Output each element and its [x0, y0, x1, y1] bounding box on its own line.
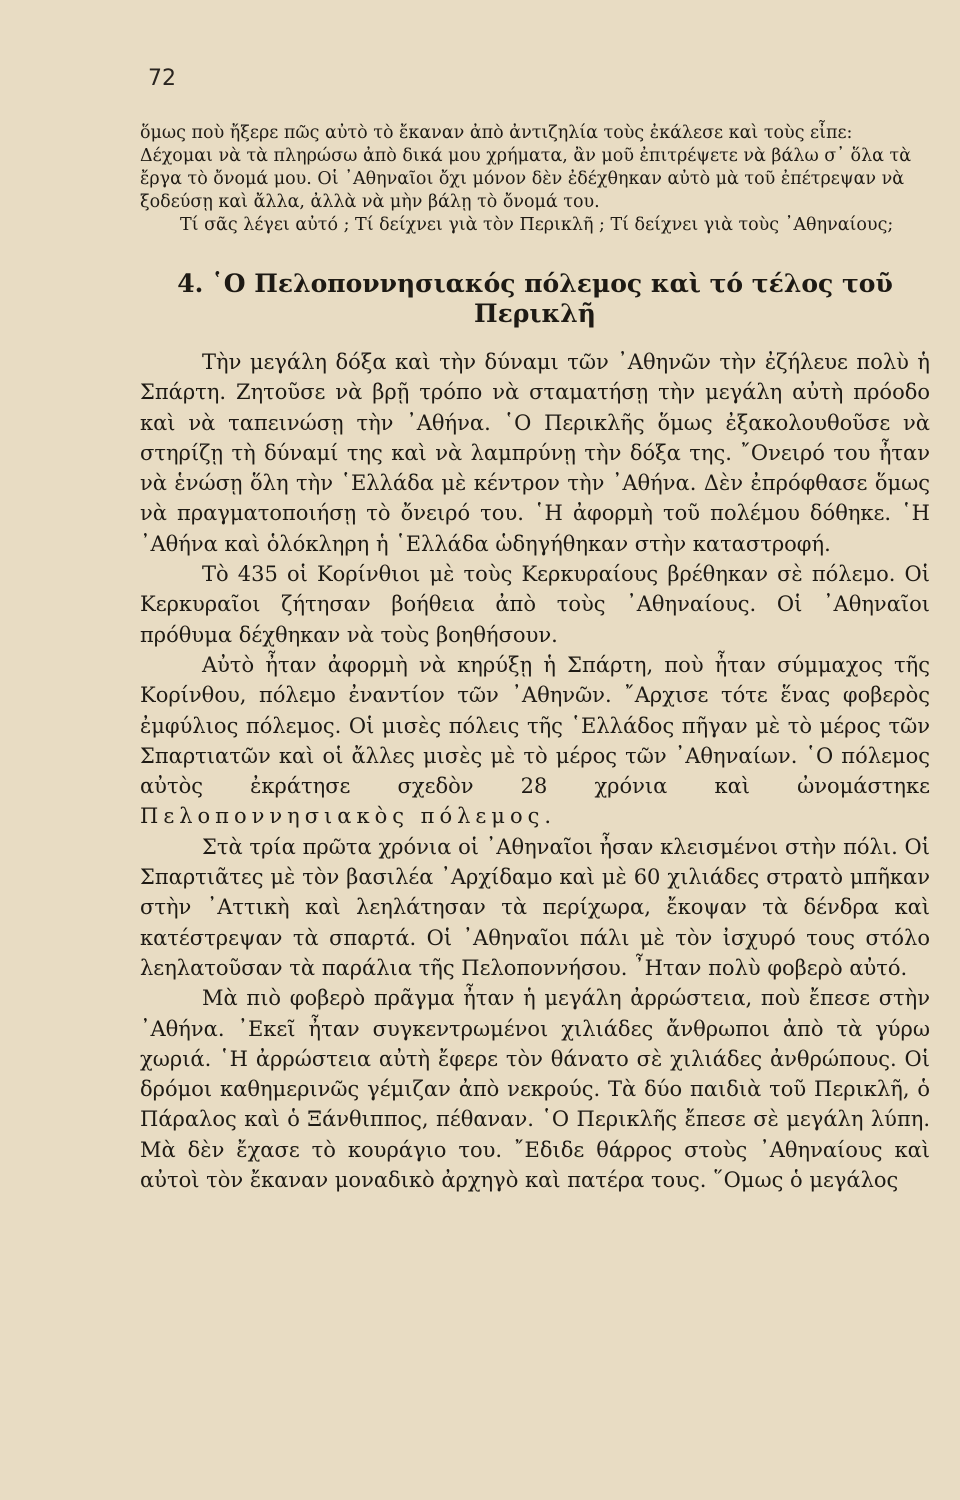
section-body: [140, 347, 930, 1195]
body-paragraph: Τὸ 435 οἱ Κορίνθιοι μὲ τοὺς Κερκυραίους βρέθηκαν σὲ πόλεμο. Οἱ Κερκυραῖοι ζήτησαν βοήθεια ἀπὸ τοὺς ᾿Αθηναίους. Οἱ ᾿Αθηναῖοι πρόθυμα δέχθηκαν νὰ τοὺς βοηθήσουν.: [140, 562, 930, 647]
intro-text: [140, 122, 930, 237]
page-number: 72: [148, 66, 176, 91]
body-paragraph: Τὴν μεγάλη δόξα καὶ τὴν δύναμι τῶν ᾿Αθηνῶν τὴν ἐζήλευε πολὺ ἡ Σπάρτη. Ζητοῦσε νὰ βρῇ τρόπο νὰ σταματήσῃ τὴν μεγάλη αὐτὴ πρόοδο καὶ νὰ ταπεινώσῃ τὴν ᾿Αθήνα. ῾Ο Περικλῆς ὅμως ἐξακολουθοῦσε νὰ στηρίζῃ τὴ δύναμί της καὶ νὰ λαμπρύνῃ τὴν δόξα της. ῎Ονειρό του ἦταν νὰ ἑνώσῃ ὅλη τὴν ῾Ελλάδα μὲ κέντρον τὴν ᾿Αθήνα. Δὲν ἐπρόφθασε ὅμως νὰ πραγματοποιήσῃ τὸ ὄνειρό του. ῾Η ἀφορμὴ τοῦ πολέμου δόθηκε. ῾Η ᾿Αθήνα καὶ ὁλόκληρη ἡ ῾Ελλάδα ὡδηγήθηκαν στὴν καταστροφή.: [140, 350, 930, 556]
intro-question: Τί σᾶς λέγει αὐτό ; Τί δείχνει γιὰ τὸν Περικλῆ ; Τί δείχνει γιὰ τοὺς ᾿Αθηναίους;: [180, 215, 894, 235]
section-heading-line1: [140, 269, 930, 299]
body-paragraph-text: Αὐτὸ ἦταν ἀφορμὴ νὰ κηρύξῃ ἡ Σπάρτη, ποὺ ἦταν σύμμαχος τῆς Κορίνθου, πόλεμο ἐναντίον τῶν ᾿Αθηνῶν. ῎Αρχισε τότε ἕνας φοβερὸς ἐμφύλιος πόλεμος. Οἱ μισὲς πόλεις τῆς ῾Ελλάδος πῆγαν μὲ τὸ μέρος τῶν Σπαρτιατῶν καὶ οἱ ἄλλες μισὲς μὲ τὸ μέρος τῶν ᾿Αθηναίων. ῾Ο πόλεμος αὐτὸς ἐκράτησε σχεδὸν 28 χρόνια καὶ ὠνομάστηκε: [140, 652, 930, 799]
section-number: 4.: [177, 269, 204, 298]
body-paragraph: Μὰ πιὸ φοβερὸ πρᾶγμα ἦταν ἡ μεγάλη ἀρρώστεια, ποὺ ἔπεσε στὴν ᾿Αθήνα. ᾿Εκεῖ ἦταν συγκεντρωμένοι χιλιάδες ἄνθρωποι ἀπὸ τὰ γύρω χωριά. ῾Η ἀρρώστεια αὐτὴ ἔφερε τὸν θάνατο σὲ χιλιάδες ἀνθρώπους. Οἱ δρόμοι καθημερινῶς γέμιζαν ἀπὸ νεκρούς. Τὰ δύο παιδιὰ τοῦ Περικλῆ, ὁ Πάραλος καὶ ὁ Ξάνθιππος, πέθαναν. ῾Ο Περικλῆς ἔπεσε σὲ μεγάλη λύπη. Μὰ δὲν ἔχασε τὸ κουράγιο του. ῎Εδιδε θάρρος στοὺς ᾿Αθηναίους καὶ αὐτοὶ τὸν ἔκαναν μοναδικὸ ἀρχηγὸ καὶ πατέρα τους. ῞Ομως ὁ μεγάλος: [140, 986, 930, 1193]
body-paragraph: [140, 650, 930, 832]
spaced-term: Πελοποννησιακὸς πόλεμος.: [140, 804, 557, 829]
intro-paragraph: ὅμως ποὺ ἤξερε πῶς αὐτὸ τὸ ἔκαναν ἀπὸ ἀντιζηλία τοὺς ἐκάλεσε καὶ τοὺς εἶπε: Δέχομαι νὰ τὰ πληρώσω ἀπὸ δικά μου χρήματα, ἂν μοῦ ἐπιτρέψετε νὰ βάλω σ᾿ ὅλα τὰ ἔργα τὸ ὄνομά μου. Οἱ ᾿Αθηναῖοι ὄχι μόνον δὲν ἐδέχθηκαν αὐτὸ μὰ τοῦ ἐπέτρεψαν νὰ ξοδεύσῃ καὶ ἄλλα, ἀλλὰ νὰ μὴν βάλῃ τὸ ὄνομά του.: [140, 123, 912, 212]
body-paragraph: Στὰ τρία πρῶτα χρόνια οἱ ᾿Αθηναῖοι ἦσαν κλεισμένοι στὴν πόλι. Οἱ Σπαρτιᾶτες μὲ τὸν βασιλέα ᾿Αρχίδαμο καὶ μὲ 60 χιλιάδες στρατὸ μπῆκαν στὴν ᾿Αττικὴ καὶ λεηλάτησαν τὰ περίχωρα, ἔκοψαν τὰ δένδρα καὶ κατέστρεψαν τὰ σπαρτά. Οἱ ᾿Αθηναῖοι πάλι μὲ τὸν ἰσχυρό τους στόλο λεηλατοῦσαν τὰ παράλια τῆς Πελοποννήσου. ῏Ηταν πολὺ φοβερὸ αὐτό.: [140, 834, 930, 980]
section-heading: [140, 269, 930, 329]
section-title-line1: ῾Ο Πελοποννησιακός πόλεμος καὶ τό τέλος τοῦ: [211, 269, 893, 298]
section-title-line2: Περικλῆ: [474, 299, 596, 328]
